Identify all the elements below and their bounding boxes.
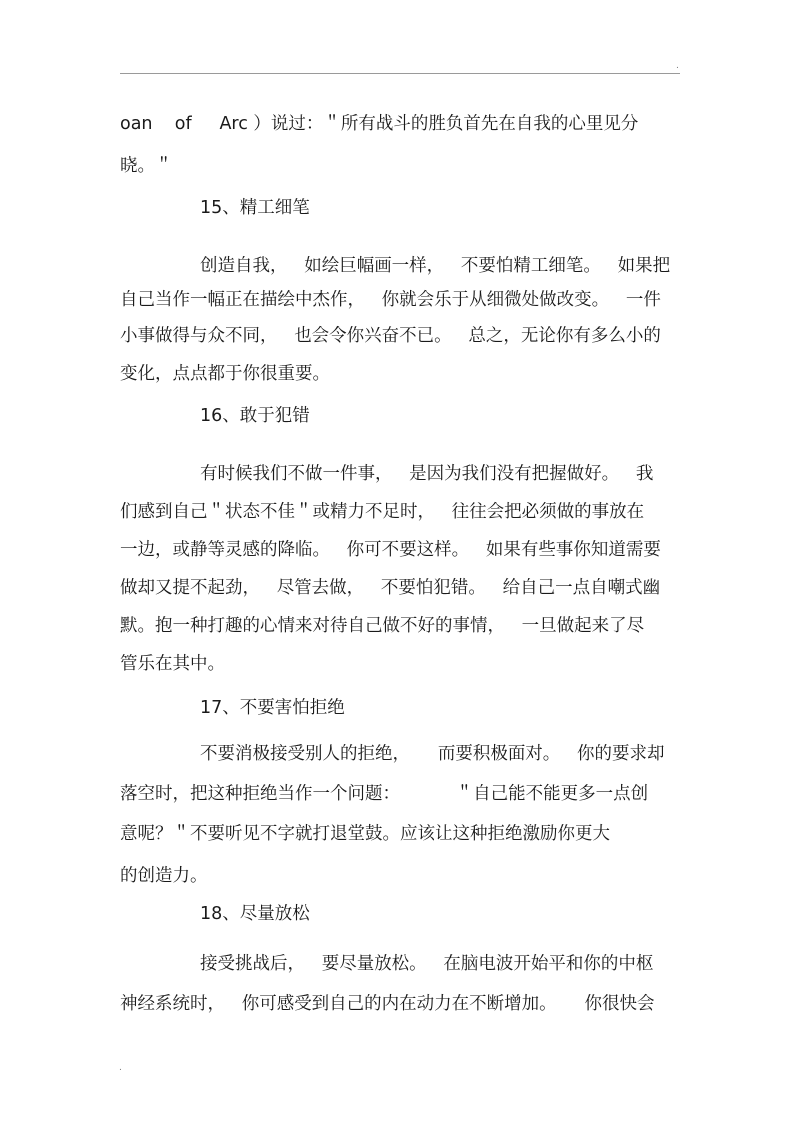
section-heading: 17、不要害怕拒绝 (200, 698, 345, 718)
section-heading: 18、尽量放松 (200, 904, 310, 924)
header-rule (120, 73, 680, 74)
text-line: 的创造力。 (120, 866, 208, 886)
text-line: 自己当作一幅正在描绘中杰作， 你就会乐于从细微处做改变。 一件 (120, 290, 661, 310)
text-line: 创造自我， 如绘巨幅画一样， 不要怕精工细笔。 如果把 (200, 256, 671, 276)
text-line: 一边，或静等灵感的降临。 你可不要这样。 如果有些事你知道需要 (120, 540, 661, 560)
text-line: 们感到自己＂状态不佳＂或精力不足时， 往往会把必须做的事放在 (120, 502, 645, 522)
text-line: 落空时，把这种拒绝当作一个问题： ＂自己能不能更多一点创 (120, 784, 649, 804)
text-line: 意呢？＂不要听见不字就打退堂鼓。应该让这种拒绝激励你更大 (120, 824, 610, 844)
footer-mark: . (119, 1063, 122, 1073)
section-heading: 15、精工细笔 (200, 198, 310, 218)
text-line: 晓。＂ (120, 156, 173, 176)
text-line: 接受挑战后， 要尽量放松。 在脑电波开始平和你的中枢 (200, 954, 654, 974)
text-line: 不要消极接受别人的拒绝， 而要积极面对。 你的要求却 (200, 744, 665, 764)
text-line: 神经系统时， 你可感受到自己的内在动力在不断增加。 你很快会 (120, 994, 655, 1014)
text-line: 管乐在其中。 (120, 654, 225, 674)
text-line: oan of Arc ）说过：＂所有战斗的胜负首先在自我的心里见分 (120, 114, 639, 134)
header-mark: . (676, 61, 679, 71)
section-heading: 16、敢于犯错 (200, 406, 310, 426)
text-line: 默。抱一种打趣的心情来对待自己做不好的事情， 一旦做起来了尽 (120, 616, 645, 636)
text-line: 做却又提不起劲， 尽管去做， 不要怕犯错。 给自己一点自嘲式幽 (120, 578, 661, 598)
text-line: 小事做得与众不同， 也会令你兴奋不已。 总之，无论你有多么小的 (120, 326, 661, 346)
text-line: 变化，点点都于你很重要。 (120, 364, 330, 384)
text-line: 有时候我们不做一件事， 是因为我们没有把握做好。 我 (200, 464, 654, 484)
